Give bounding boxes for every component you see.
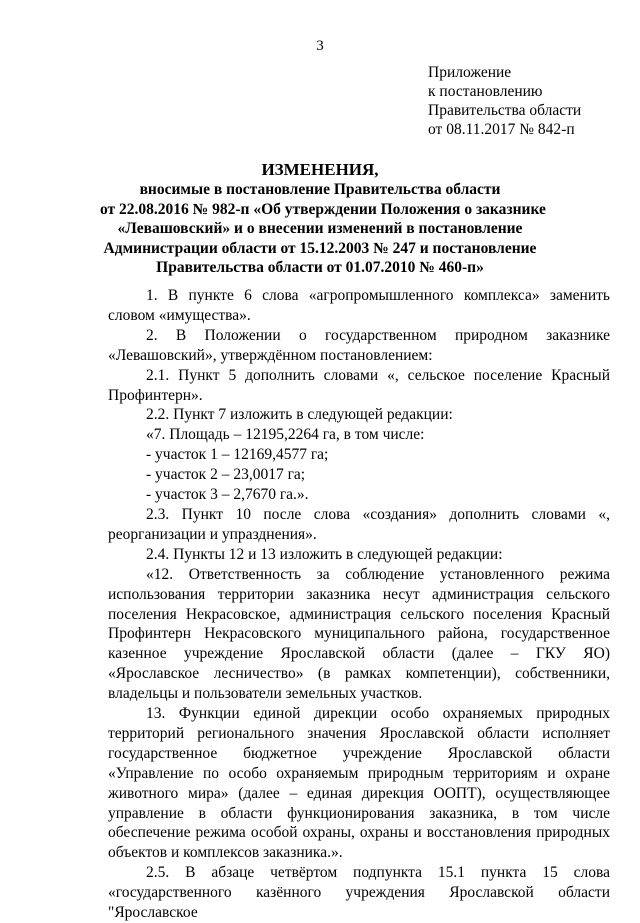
appendix-line: от 08.11.2017 № 842-п xyxy=(428,121,575,138)
heading-line: Правительства области от 01.07.2010 № 460-п» xyxy=(156,259,484,277)
heading-line: Администрации области от 15.12.2003 № 247 и постановление xyxy=(103,239,537,257)
paragraph: 2.5. В абзаце четвёртом подпункта 15.1 пункта 15 слова «государственного казённого учреждения Ярославской области "Ярославское xyxy=(108,864,610,922)
appendix-line: Приложение xyxy=(428,64,512,81)
page-number: 3 xyxy=(316,38,324,54)
list-item: - участок 1 – 12169,4577 га; xyxy=(146,446,329,464)
paragraph: «7. Площадь – 12195,2264 га, в том числе: xyxy=(146,426,425,444)
document-title: ИЗМЕНЕНИЯ, xyxy=(261,160,379,179)
paragraph: 2. В Положении о государственном природном заказнике «Левашовский», утверждённом постановлением: xyxy=(108,326,610,364)
paragraph: 13. Функции единой дирекции особо охраняемых природных территорий регионального значения Ярославской области исполняет государственное бюджетное учреждение Ярославской области «Управление по особо охраняемым природным территориям и охране животного мира» (далее – единая дирекция ООПТ), осуществляющее управление в области функционирования заказника, в том числе обеспечение режима особой охраны, охраны и восстановления природных объектов и комплексов заказника.». xyxy=(108,705,610,862)
document-heading xyxy=(100,160,546,277)
paragraph: 2.2. Пункт 7 изложить в следующей редакции: xyxy=(146,406,453,424)
paragraph: «12. Ответственность за соблюдение установленного режима использования территории заказника несут администрация сельского поселения Некрасовское, администрация сельского поселения Красный Профинтерн Некрасовского муниципального района, государственное казенное учреждение Ярославской области (далее – ГКУ ЯО) «Ярославское лесничество» (в рамках компетенции), собственники, владельцы и пользователи земельных участков. xyxy=(108,565,610,703)
paragraph: 2.1. Пункт 5 дополнить словами «, сельское поселение Красный Профинтерн». xyxy=(108,366,610,404)
heading-line: вносимые в постановление Правительства области xyxy=(139,181,501,199)
list-item: - участок 3 – 2,7670 га.». xyxy=(146,486,309,504)
heading-line: «Левашовский» и о внесении изменений в постановление xyxy=(117,220,523,238)
list-item: - участок 2 – 23,0017 га; xyxy=(146,466,306,484)
appendix-block xyxy=(428,63,581,139)
paragraph: 2.4. Пункты 12 и 13 изложить в следующей редакции: xyxy=(146,545,503,563)
heading-line: от 22.08.2016 № 982-п «Об утверждении Положения о заказнике xyxy=(100,200,546,218)
paragraph: 1. В пункте 6 слова «агропромышленного комплекса» заменить словом «имущества». xyxy=(108,287,610,324)
appendix-line: Правительства области xyxy=(428,102,582,119)
appendix-line: к постановлению xyxy=(428,83,543,100)
paragraph: 2.3. Пункт 10 после слова «создания» дополнить словами «, реорганизации и упразднения». xyxy=(108,505,610,543)
document-body xyxy=(108,286,610,923)
